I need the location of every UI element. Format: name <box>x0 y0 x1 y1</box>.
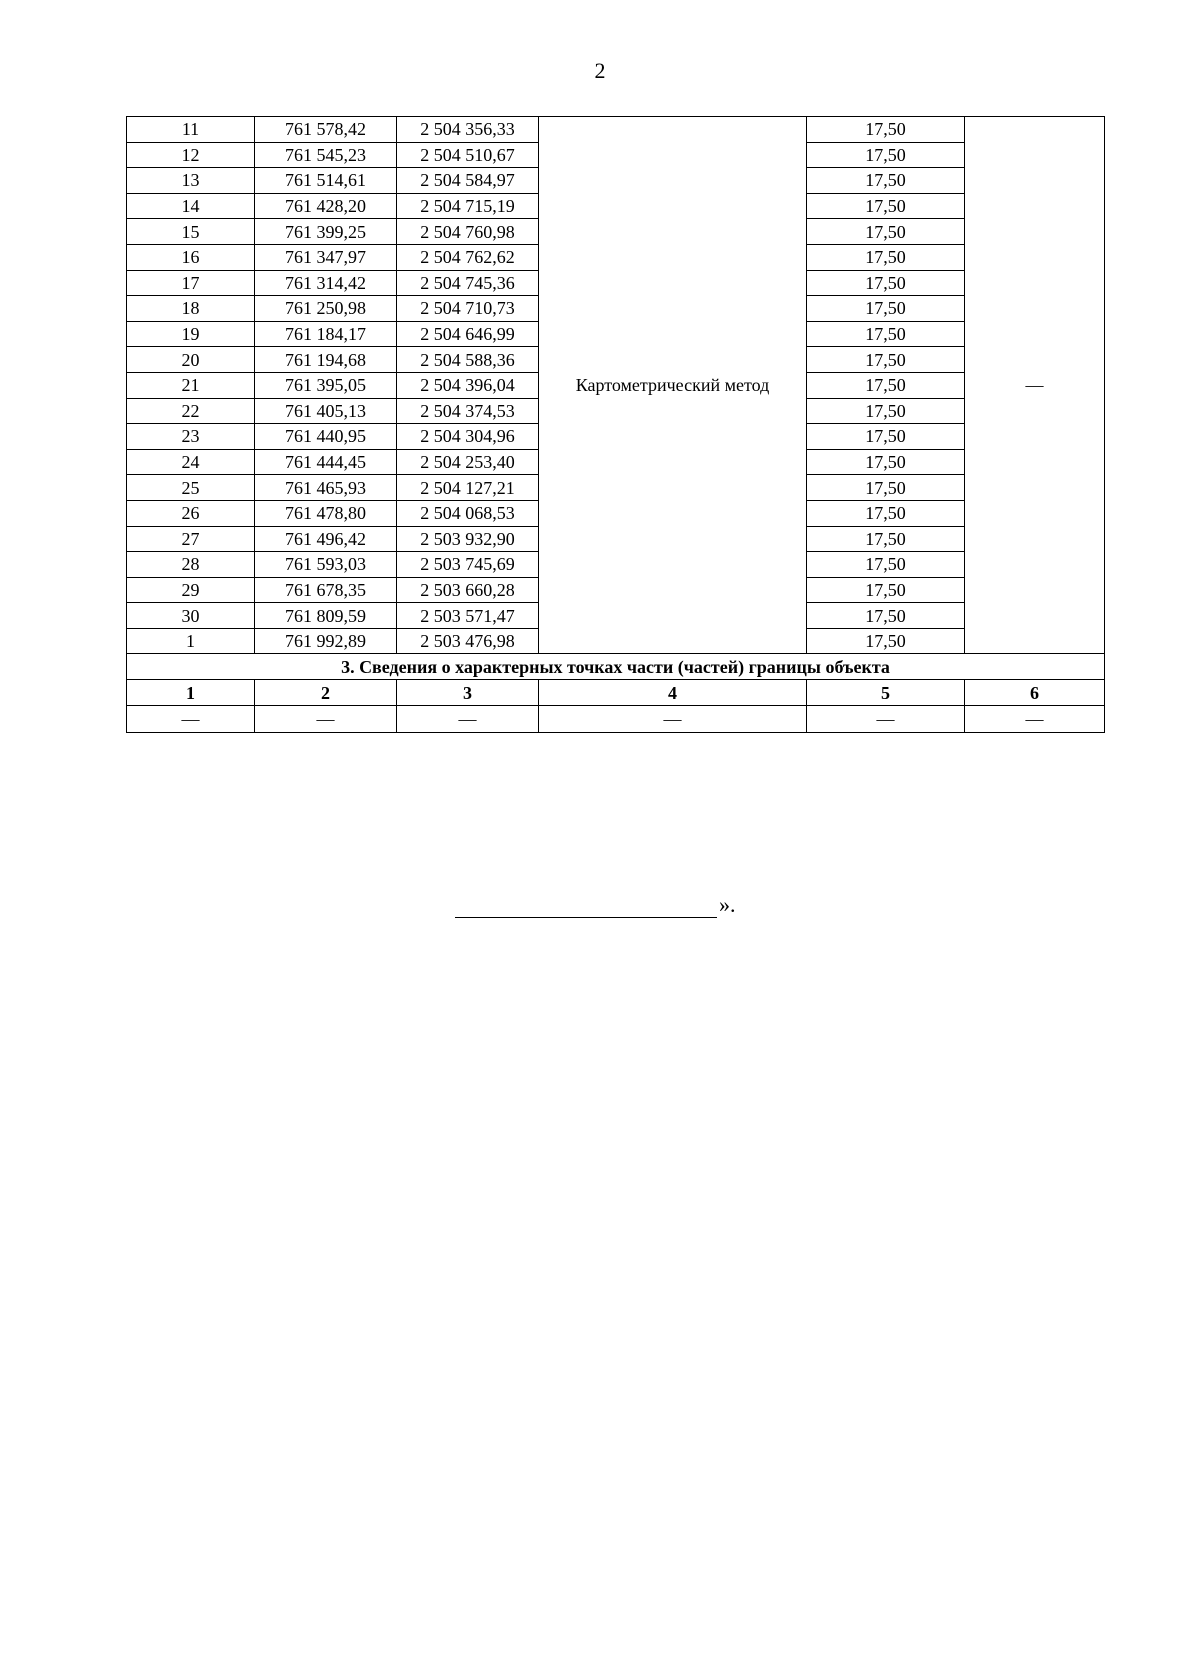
coordinate-y: 2 504 584,97 <box>397 168 539 194</box>
coordinate-y: 2 504 710,73 <box>397 296 539 322</box>
point-number: 16 <box>127 244 255 270</box>
accuracy-value: 17,50 <box>807 475 965 501</box>
blank-underline <box>455 895 717 918</box>
coordinate-y: 2 504 253,40 <box>397 449 539 475</box>
accuracy-value: 17,50 <box>807 603 965 629</box>
coordinate-y: 2 504 588,36 <box>397 347 539 373</box>
coordinate-y: 2 504 127,21 <box>397 475 539 501</box>
empty-cell: — <box>965 706 1105 733</box>
accuracy-value: 17,50 <box>807 628 965 654</box>
coordinate-x: 761 444,45 <box>255 449 397 475</box>
point-number: 30 <box>127 603 255 629</box>
column-number: 6 <box>965 680 1105 706</box>
coordinate-x: 761 428,20 <box>255 193 397 219</box>
coordinate-y: 2 504 396,04 <box>397 372 539 398</box>
coordinate-y: 2 504 715,19 <box>397 193 539 219</box>
coordinate-x: 761 809,59 <box>255 603 397 629</box>
coordinate-y: 2 503 571,47 <box>397 603 539 629</box>
accuracy-value: 17,50 <box>807 552 965 578</box>
point-number: 14 <box>127 193 255 219</box>
coordinate-y: 2 503 660,28 <box>397 577 539 603</box>
accuracy-value: 17,50 <box>807 500 965 526</box>
accuracy-value: 17,50 <box>807 372 965 398</box>
point-number: 1 <box>127 628 255 654</box>
point-number: 21 <box>127 372 255 398</box>
point-number: 25 <box>127 475 255 501</box>
point-number: 17 <box>127 270 255 296</box>
coordinate-x: 761 250,98 <box>255 296 397 322</box>
column-number: 4 <box>539 680 807 706</box>
coordinate-x: 761 347,97 <box>255 244 397 270</box>
coordinate-x: 761 440,95 <box>255 424 397 450</box>
coordinate-x: 761 184,17 <box>255 321 397 347</box>
coordinate-x: 761 514,61 <box>255 168 397 194</box>
accuracy-value: 17,50 <box>807 168 965 194</box>
column-number: 5 <box>807 680 965 706</box>
point-number: 24 <box>127 449 255 475</box>
point-number: 15 <box>127 219 255 245</box>
empty-cell: — <box>255 706 397 733</box>
point-number: 11 <box>127 117 255 143</box>
coordinate-x: 761 314,42 <box>255 270 397 296</box>
description-dash-cell: — <box>965 117 1105 654</box>
accuracy-value: 17,50 <box>807 270 965 296</box>
page-number: 2 <box>594 58 606 83</box>
point-number: 26 <box>127 500 255 526</box>
accuracy-value: 17,50 <box>807 577 965 603</box>
point-number: 20 <box>127 347 255 373</box>
point-number: 22 <box>127 398 255 424</box>
coordinate-y: 2 504 646,99 <box>397 321 539 347</box>
coordinates-table-body <box>127 117 1105 654</box>
accuracy-value: 17,50 <box>807 117 965 143</box>
coordinate-x: 761 395,05 <box>255 372 397 398</box>
point-number: 29 <box>127 577 255 603</box>
section-3-title: 3. Сведения о характерных точках части (частей) границы объекта <box>127 654 1105 680</box>
column-number: 2 <box>255 680 397 706</box>
empty-data-row <box>127 706 1105 733</box>
empty-cell: — <box>807 706 965 733</box>
coordinate-x: 761 992,89 <box>255 628 397 654</box>
accuracy-value: 17,50 <box>807 526 965 552</box>
accuracy-value: 17,50 <box>807 398 965 424</box>
coordinate-y: 2 504 068,53 <box>397 500 539 526</box>
point-number: 19 <box>127 321 255 347</box>
coordinate-y: 2 504 356,33 <box>397 117 539 143</box>
closing-line <box>455 892 736 918</box>
coordinate-x: 761 465,93 <box>255 475 397 501</box>
accuracy-value: 17,50 <box>807 142 965 168</box>
accuracy-value: 17,50 <box>807 347 965 373</box>
point-number: 18 <box>127 296 255 322</box>
coordinate-x: 761 194,68 <box>255 347 397 373</box>
coordinate-x: 761 578,42 <box>255 117 397 143</box>
coordinate-y: 2 503 932,90 <box>397 526 539 552</box>
point-number: 13 <box>127 168 255 194</box>
section-title-row <box>127 654 1105 680</box>
coordinate-y: 2 504 745,36 <box>397 270 539 296</box>
table-row <box>127 117 1105 143</box>
coordinate-x: 761 478,80 <box>255 500 397 526</box>
empty-cell: — <box>539 706 807 733</box>
coordinate-x: 761 593,03 <box>255 552 397 578</box>
closing-quote: ». <box>719 892 736 917</box>
coordinate-y: 2 504 762,62 <box>397 244 539 270</box>
accuracy-value: 17,50 <box>807 424 965 450</box>
column-numbers-row <box>127 680 1105 706</box>
coordinate-x: 761 405,13 <box>255 398 397 424</box>
coordinate-y: 2 504 374,53 <box>397 398 539 424</box>
point-number: 12 <box>127 142 255 168</box>
column-number: 3 <box>397 680 539 706</box>
method-cell: Картометрический метод <box>539 117 807 654</box>
coordinates-table <box>126 116 1105 733</box>
empty-cell: — <box>397 706 539 733</box>
point-number: 27 <box>127 526 255 552</box>
coordinate-y: 2 504 304,96 <box>397 424 539 450</box>
point-number: 23 <box>127 424 255 450</box>
accuracy-value: 17,50 <box>807 296 965 322</box>
column-number: 1 <box>127 680 255 706</box>
empty-cell: — <box>127 706 255 733</box>
accuracy-value: 17,50 <box>807 219 965 245</box>
accuracy-value: 17,50 <box>807 244 965 270</box>
coordinate-y: 2 503 476,98 <box>397 628 539 654</box>
accuracy-value: 17,50 <box>807 321 965 347</box>
point-number: 28 <box>127 552 255 578</box>
coordinate-x: 761 496,42 <box>255 526 397 552</box>
coordinate-y: 2 504 510,67 <box>397 142 539 168</box>
coordinate-y: 2 503 745,69 <box>397 552 539 578</box>
accuracy-value: 17,50 <box>807 193 965 219</box>
coordinate-x: 761 545,23 <box>255 142 397 168</box>
coordinate-x: 761 678,35 <box>255 577 397 603</box>
coordinate-x: 761 399,25 <box>255 219 397 245</box>
accuracy-value: 17,50 <box>807 449 965 475</box>
coordinate-y: 2 504 760,98 <box>397 219 539 245</box>
